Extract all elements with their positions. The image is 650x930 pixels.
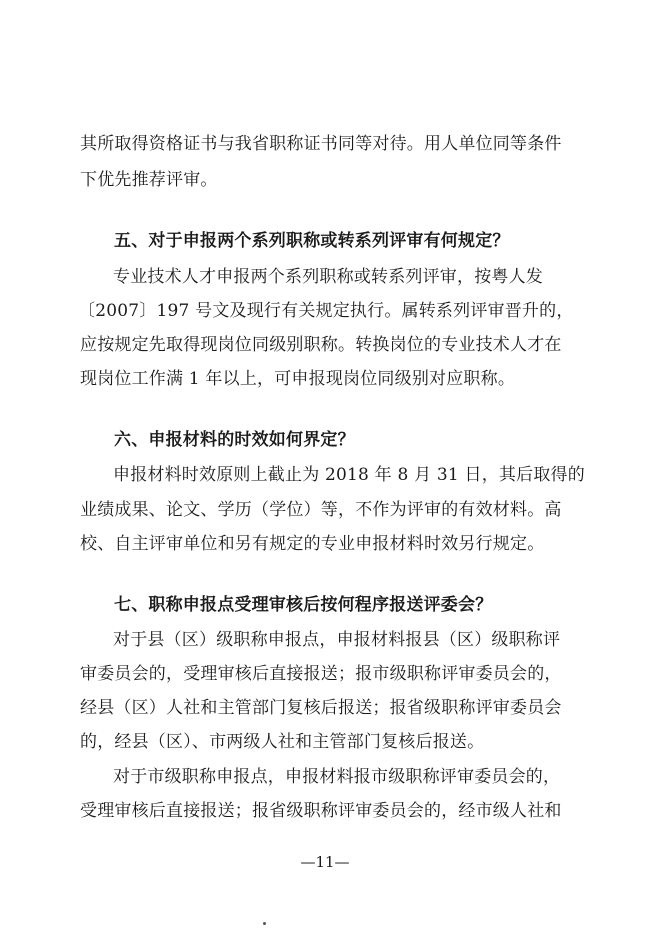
- paragraph-line: 受理审核后直接报送；报省级职称评审委员会的，经市级人社和: [80, 801, 562, 821]
- paragraph-line: 申报材料时效原则上截止为 2018 年 8 月 31 日，其后取得的: [113, 465, 585, 485]
- paragraph-line: 现岗位工作满 1 年以上，可申报现岗位同级别对应职称。: [80, 369, 516, 389]
- paragraph-line: 专业技术人才申报两个系列职称或转系列评审，按粤人发: [113, 267, 543, 287]
- paragraph-line: 对于市级职称申报点，申报材料报市级职称评审委员会的，: [113, 767, 561, 787]
- paragraph-line: 业绩成果、论文、学历（学位）等，不作为评审的有效材料。高: [80, 500, 562, 520]
- paragraph-line: 应按规定先取得现岗位同级别职称。转换岗位的专业技术人才在: [80, 335, 562, 355]
- paragraph-line: 的，经县（区）、市两级人社和主管部门复核后报送。: [80, 732, 485, 752]
- paragraph-line: 校、自主评审单位和另有规定的专业申报材料时效另行规定。: [80, 534, 545, 554]
- section-heading-5: 五、对于申报两个系列职称或转系列评审有何规定？: [114, 231, 510, 251]
- page-number: —11—: [300, 853, 350, 871]
- paragraph-line: 经县（区）人社和主管部门复核后报送；报省级职称评审委员会: [80, 698, 562, 718]
- paragraph-line: 其所取得资格证书与我省职称证书同等对待。用人单位同等条件: [80, 134, 562, 154]
- paragraph-line: 下优先推荐评审。: [80, 170, 218, 190]
- paragraph-line: 〔2007〕197 号文及现行有关规定执行。属转系列评审晋升的，: [78, 301, 574, 321]
- paragraph-line: 对于县（区）级职称申报点，申报材料报县（区）级职称评: [113, 630, 561, 650]
- scan-speck: [263, 922, 266, 925]
- paragraph-line: 审委员会的，受理审核后直接报送；报市级职称评审委员会的，: [80, 664, 562, 684]
- section-heading-6: 六、申报材料的时效如何界定？: [114, 430, 355, 450]
- section-heading-7: 七、职称申报点受理审核后按何程序报送评委会？: [114, 595, 493, 615]
